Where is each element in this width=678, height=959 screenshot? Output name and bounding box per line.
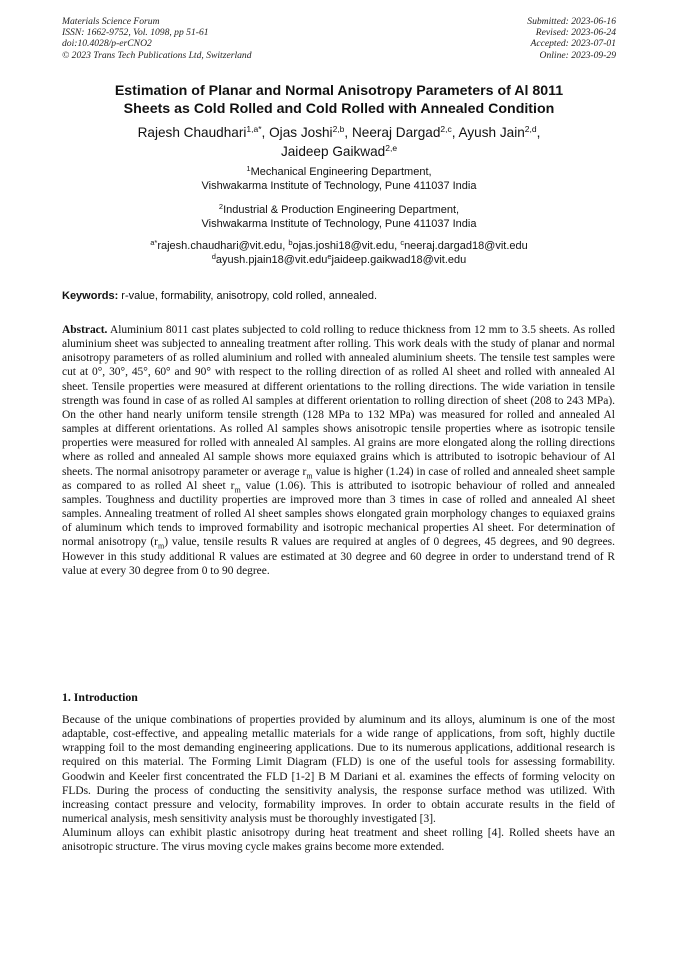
email-sup: d bbox=[211, 251, 216, 261]
author-affiliation-sup: 2,c bbox=[440, 124, 452, 134]
author-name: Ayush Jain bbox=[458, 125, 525, 140]
paragraph: Aluminum alloys can exhibit plastic anisotropy during heat treatment and sheet rolling [4]. Rolled sheets have an anisotropic structure. The virus moving cycle makes grains become more extended. bbox=[62, 827, 615, 854]
abstract bbox=[62, 323, 615, 578]
copyright-line: © 2023 Trans Tech Publications Ltd, Switzerland bbox=[62, 49, 252, 61]
affiliation-1 bbox=[40, 165, 638, 194]
author-separator: , bbox=[451, 125, 459, 140]
journal-header-right bbox=[527, 16, 616, 61]
abstract-label: Abstract. bbox=[62, 324, 108, 336]
author-name: Rajesh Chaudhari bbox=[137, 125, 247, 140]
keywords bbox=[62, 289, 622, 303]
journal-name: Materials Science Forum bbox=[62, 16, 160, 27]
submitted-date: Submitted: 2023-06-16 bbox=[527, 16, 616, 27]
affiliation-2 bbox=[40, 203, 638, 232]
subscript: m bbox=[157, 541, 165, 551]
paper-title bbox=[40, 83, 638, 118]
keywords-label: Keywords: bbox=[62, 290, 119, 302]
email-sup: c bbox=[400, 238, 405, 247]
abstract-text: value (1.06). This is attributed to isotropic behaviour of rolled and annealed samples. Toughness and ductility properties are improved more than 3 times in case of rolled and annealed Al sheet samples. Annealing treatment of rolled Al sheet samples shows elongated grain morphology changes to equiaxed grains of aluminum which tends to improved formability and isotropic mechanical properties Al sheet. For determination of normal anisotropy (r bbox=[62, 479, 615, 549]
affiliation-department: Industrial & Production Engineering Department, bbox=[223, 204, 460, 216]
email-link[interactable]: ayush.pjain18@vit.edu bbox=[215, 253, 328, 266]
issn-line: ISSN: 1662-9752, Vol. 1098, pp 51-61 bbox=[62, 27, 209, 39]
title-line-1: Estimation of Planar and Normal Anisotropy Parameters of Al 8011 bbox=[114, 83, 564, 99]
email-link[interactable]: neeraj.dargad18@vit.edu bbox=[404, 240, 528, 252]
author-separator: , bbox=[261, 125, 270, 140]
email-link[interactable]: rajesh.chaudhari@vit.edu, bbox=[157, 240, 289, 252]
author-name: Jaideep Gaikwad bbox=[280, 143, 386, 159]
email-sup: b bbox=[288, 238, 293, 247]
author-separator: , bbox=[536, 125, 541, 140]
introduction-body bbox=[62, 713, 615, 855]
revised-date: Revised: 2023-06-24 bbox=[535, 27, 616, 39]
email-link[interactable]: jaideep.gaikwad18@vit.edu bbox=[331, 253, 467, 266]
abstract-text: Aluminium 8011 cast plates subjected to cold rolling to reduce thickness from 12 mm to 3.5 sheets. As rolled aluminium sheet was subjected to annealing treatment after rolling. This work deals with the study of planar and normal anisotropy parameters of as rolled aluminium and rolled with annealed aluminium sheets. The tensile test samples were cut at 0°, 30°, 45°, 60° and 90° with respect to the rolling direction of as rolled Al sheet and rolled with annealed Al sheet. Tensile properties were measured at different orientations to the rolling directions. The wide variation in tensile strength was found in case of as rolled Al samples at different orientation to rolling direction of sheet (208 to 243 MPa). On the other hand nearly uniform tensile strength (128 MPa to 132 MPa) was measured for rolled and annealed Al samples at different orientations. As rolled Al samples shows anisotropic tensile properties where as isotropic tensile properties were measured for rolled with annealed Al samples. Al grains are more elongated along the rolling directions where as rolled and annealed Al sample shows more equiaxed grains which is attributed to isotropic behaviour of Al sheets. The normal anisotropy parameter or average r bbox=[62, 324, 615, 478]
affiliation-sup: 2 bbox=[218, 202, 224, 211]
author-affiliation-sup: 2,d bbox=[524, 124, 537, 134]
author-emails bbox=[40, 240, 638, 268]
author-list bbox=[40, 124, 638, 161]
email-link[interactable]: ojas.joshi18@vit.edu, bbox=[292, 240, 401, 252]
subscript: m bbox=[306, 470, 313, 480]
author-name: Neeraj Dargad bbox=[351, 125, 441, 140]
affiliation-institute: Vishwakarma Institute of Technology, Pune 411037 India bbox=[201, 180, 477, 193]
abstract-text: ) value, tensile results R values are required at angles of 0 degrees, 45 degrees, and 90 degrees. However in this study additional R values are estimated at 30 degree and 60 degree in order to understand trend of R value at every 30 degree from 0 to 90 degree. bbox=[62, 536, 615, 577]
author-affiliation-sup: 2,e bbox=[385, 142, 398, 153]
paragraph: Because of the unique combinations of properties provided by aluminum and its alloys, aluminum is one of the most adaptable, cost-effective, and appealing metallic materials for a wide range of applications, from soft, highly ductile wrapping foil to the most demanding engineering applications. Due to its numerous applications, additional research is required on this material. The Forming Limit Diagram (FLD) is one of the useful tools for assessing formability. Goodwin and Keeler first concentrated the FLD [1-2] B M Dariani et al. examines the effects of forming velocity on FLDs. During the process of conducting the sensitivity analysis, the response surface method was utilized. With increasing contact pressure and velocity, formability improves. In order to obtain accurate results in the field of numerical analysis, mesh sensitivity analysis must be thoroughly investigated [3]. bbox=[62, 714, 615, 826]
accepted-date: Accepted: 2023-07-01 bbox=[530, 38, 616, 50]
affiliation-sup: 1 bbox=[246, 164, 251, 173]
affiliation-department: Mechanical Engineering Department, bbox=[250, 166, 432, 178]
email-sup: a* bbox=[150, 238, 158, 247]
doi-line: doi:10.4028/p-erCNO2 bbox=[62, 38, 152, 50]
email-sup: e bbox=[327, 251, 332, 261]
section-heading-introduction: 1. Introduction bbox=[62, 690, 138, 704]
journal-header-left bbox=[62, 16, 252, 61]
author-name: Ojas Joshi bbox=[269, 125, 333, 140]
abstract-text: value is higher (1.24) in case of rolled and annealed sheet sample as compared to as rolled Al sheet r bbox=[62, 465, 615, 492]
author-separator: , bbox=[344, 125, 352, 140]
online-date: Online: 2023-09-29 bbox=[539, 49, 616, 61]
affiliation-institute: Vishwakarma Institute of Technology, Pune 411037 India bbox=[201, 218, 477, 231]
keywords-text: r-value, formability, anisotropy, cold rolled, annealed. bbox=[118, 290, 378, 302]
subscript: m bbox=[234, 485, 241, 494]
title-line-2: Sheets as Cold Rolled and Cold Rolled with Annealed Condition bbox=[123, 100, 555, 117]
author-affiliation-sup: 2,b bbox=[332, 124, 345, 134]
author-affiliation-sup: 1,a* bbox=[246, 124, 262, 134]
